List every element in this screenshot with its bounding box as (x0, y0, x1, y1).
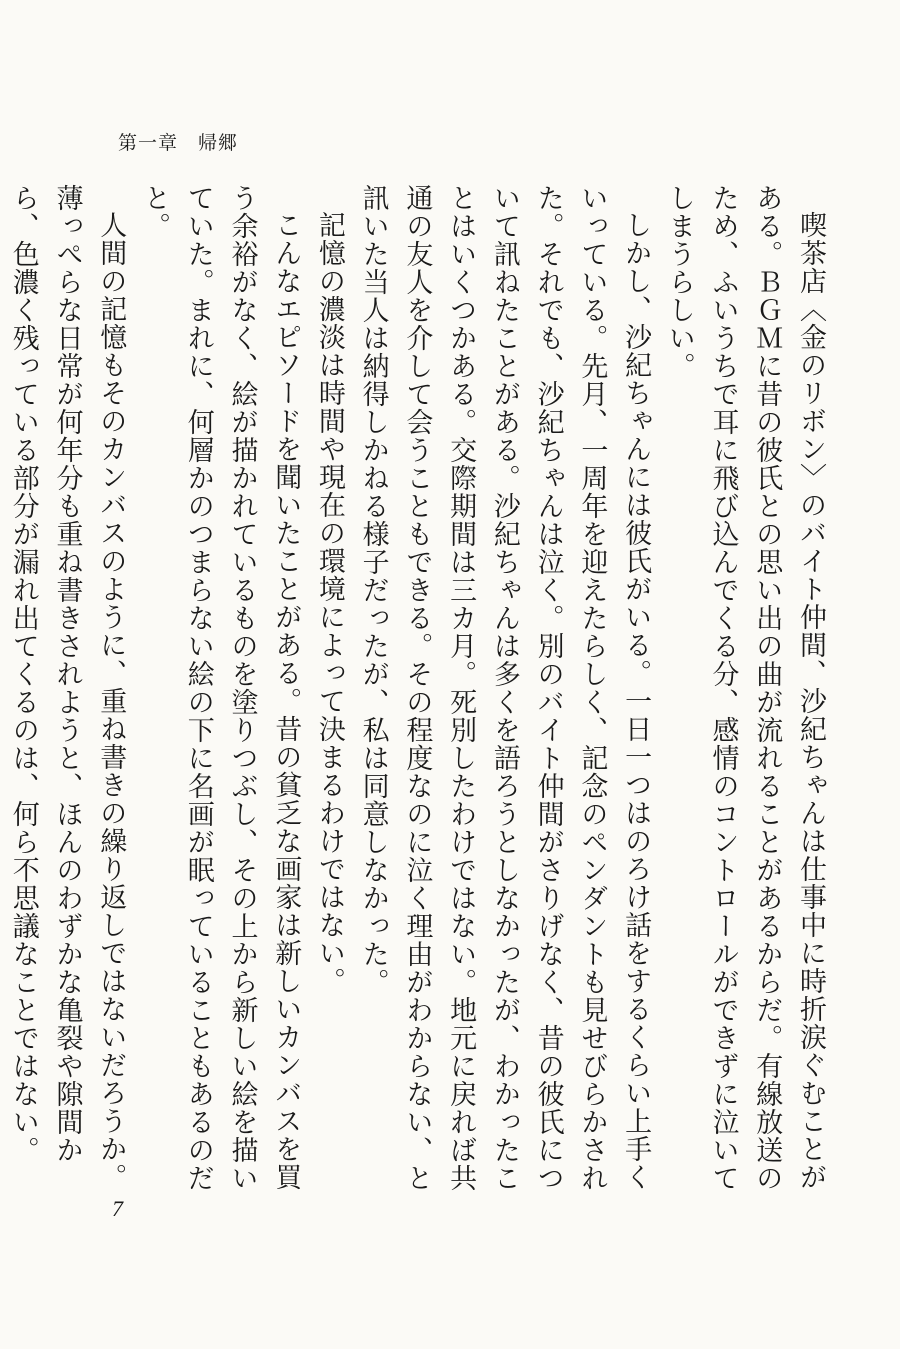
page-number: 7 (112, 1196, 123, 1221)
body-text (0, 184, 832, 1194)
paragraph: 人間の記憶もそのカンバスのように、重ね書きの繰り返しではないだろうか。薄っぺらな日常が何年分も重ね書きされようと、ほんのわずかな亀裂や隙間から、色濃く残っている部分が漏れ出てくるのは、何ら不思議なことではない。 (7, 184, 127, 1191)
paragraph: しかし、沙紀ちゃんには彼氏がいる。一日一つはのろけ話をするくらい上手くいっている。先月、一周年を迎えたらしく、記念のペンダントも見せびらかされた。それでも、沙紀ちゃんは泣く。別のバイト仲間がさりげなく、昔の彼氏について訊ねたことがある。沙紀ちゃんは多くを語ろうとしなかったが、わかったことはいくつかある。交際期間は三カ月。死別したわけではない。地元に戻れば共通の友人を介して会うこともできる。その程度なのに泣く理由がわからない、と訊いた当人は納得しかねる様子だったが、私は同意しなかった。 (357, 184, 652, 1192)
paragraph: こんなエピソードを聞いたことがある。昔の貧乏な画家は新しいカンバスを買う余裕がなく、絵が描かれているものを塗りつぶし、その上から新しい絵を描いていた。まれに、何層かのつまらない絵の下に名画が眠っていることもあるのだと。 (138, 184, 302, 1192)
paragraph: 記憶の濃淡は時間や現在の環境によって決まるわけではない。 (313, 211, 345, 995)
paragraph (0, 184, 1, 1194)
running-head: 第一章 帰郷 (118, 132, 239, 154)
paragraph: 喫茶店〈金のリボン〉のバイト仲間、沙紀ちゃんは仕事中に時折涙ぐむことがある。ＢＧＭに昔の彼氏との思い出の曲が流れることがあるからだ。有線放送のため、ふいうちで耳に飛び込んでくる分、感情のコントロールができずに泣いてしまうらしい。 (663, 184, 826, 1192)
